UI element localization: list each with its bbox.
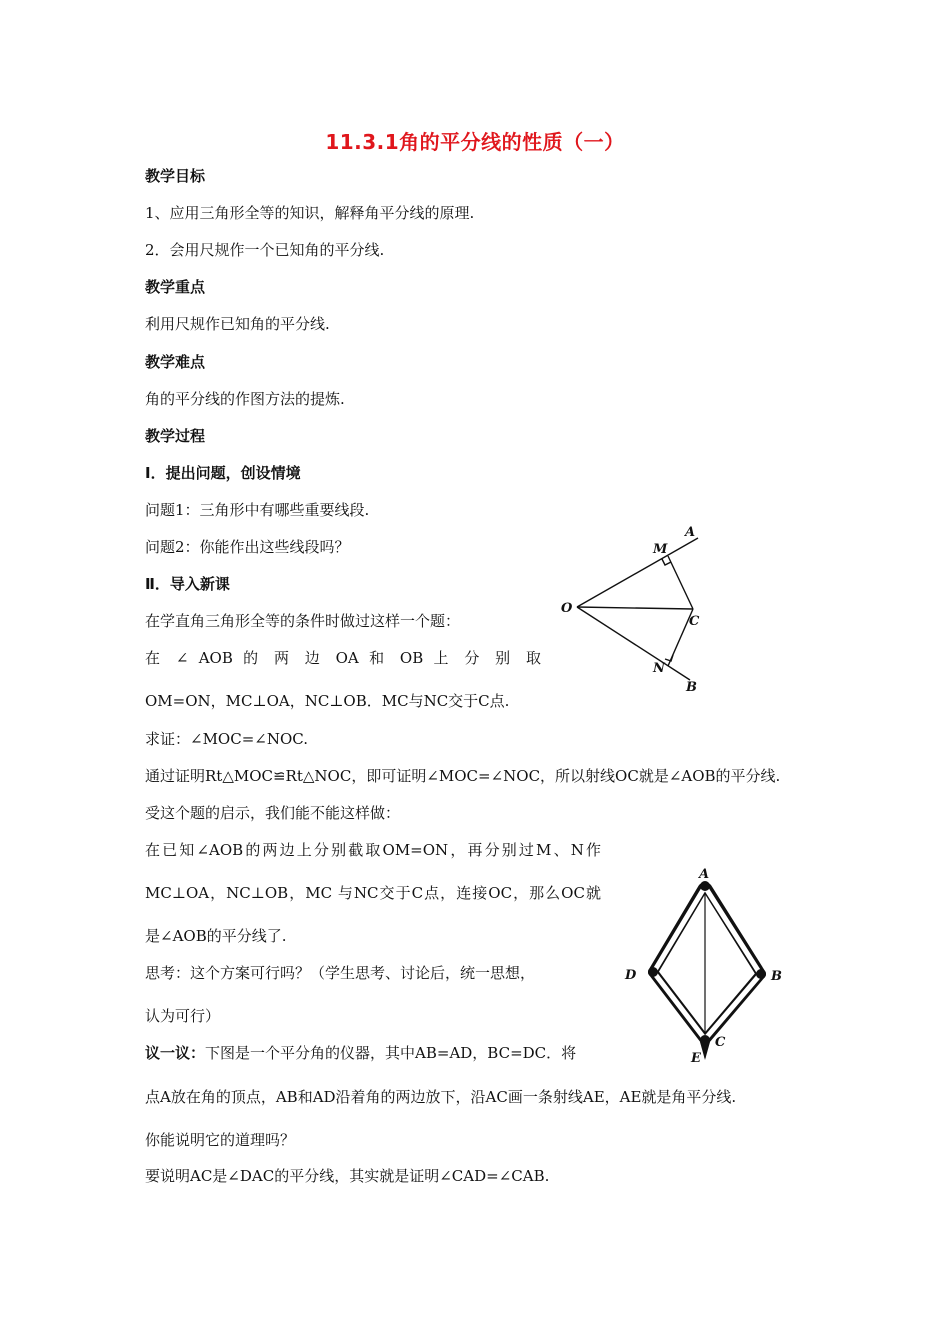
label-a: A <box>685 525 696 540</box>
section-heading-2: Ⅱ．导入新课 <box>145 575 230 593</box>
pointer-e <box>700 1042 710 1060</box>
paragraph: 点A放在角的顶点，AB和AD沿着角的两边放下，沿AC画一条射线AE，AE就是角平分线. <box>145 1088 737 1106</box>
heading-teaching-process: 教学过程 <box>145 427 206 445</box>
paragraph: 受这个题的启示，我们能不能这样做： <box>145 804 401 822</box>
label-d: D <box>625 968 637 983</box>
paragraph: 你能说明它的道理吗？ <box>145 1131 296 1149</box>
heading-key-points: 教学重点 <box>145 278 206 296</box>
section-heading-1: Ⅰ．提出问题，创设情境 <box>145 464 301 482</box>
segment-oc <box>577 607 693 609</box>
label-n: N <box>653 661 665 676</box>
label-c: C <box>689 614 700 629</box>
ray-ob <box>577 607 690 680</box>
label-m: M <box>653 542 668 557</box>
paragraph: 在已知∠AOB的两边上分别截取OM=ON，再分别过M、N作 <box>145 841 601 859</box>
heading-difficulties: 教学难点 <box>145 353 206 371</box>
angle-bisector-figure <box>555 520 715 700</box>
label-o: O <box>561 601 573 616</box>
paragraph: 在 ∠ AOB 的 两 边 OA 和 OB 上 分 别 取 <box>145 649 541 667</box>
paragraph: 是∠AOB的平分线了. <box>145 927 287 945</box>
paragraph: 思考：这个方案可行吗？（学生思考、讨论后，统一思想， <box>145 964 536 982</box>
page-title: 11.3.1角的平分线的性质（一） <box>325 130 625 154</box>
paragraph: 2．会用尺规作一个已知角的平分线. <box>145 241 385 259</box>
joint-b <box>756 969 766 979</box>
discussion-text: 下图是一个平分角的仪器，其中AB=AD，BC=DC．将 <box>205 1044 577 1062</box>
paragraph: MC⊥OA，NC⊥OB，MC 与NC交于C点，连接OC，那么OC就 <box>145 884 601 902</box>
paragraph: 在学直角三角形全等的条件时做过这样一个题： <box>145 612 461 630</box>
discussion-label: 议一议： <box>145 1044 206 1062</box>
paragraph: 要说明AC是∠DAC的平分线，其实就是证明∠CAD=∠CAB. <box>145 1167 550 1185</box>
label-e: E <box>691 1051 701 1066</box>
joint-d <box>648 967 658 977</box>
paragraph: 利用尺规作已知角的平分线. <box>145 315 330 333</box>
paragraph-discussion <box>145 1043 576 1063</box>
label-c: C <box>715 1035 726 1050</box>
paragraph: 1、应用三角形全等的知识，解释角平分线的原理. <box>145 204 475 222</box>
paragraph: 问题1：三角形中有哪些重要线段. <box>145 501 370 519</box>
label-a: A <box>699 867 710 882</box>
bisector-instrument-figure <box>615 862 795 1072</box>
label-b: B <box>686 680 697 695</box>
joint-a <box>700 881 710 891</box>
segment-mc <box>668 556 693 609</box>
paragraph: 角的平分线的作图方法的提炼. <box>145 390 345 408</box>
paragraph: 认为可行） <box>145 1007 221 1025</box>
paragraph: 求证：∠MOC=∠NOC. <box>145 730 308 748</box>
paragraph: OM=ON，MC⊥OA，NC⊥OB．MC与NC交于C点. <box>145 692 510 710</box>
heading-teaching-goals: 教学目标 <box>145 167 206 185</box>
paragraph: 通过证明Rt△MOC≌Rt△NOC，即可证明∠MOC=∠NOC，所以射线OC就是∠AOB的平分线. <box>145 767 781 785</box>
label-b: B <box>771 969 782 984</box>
ray-oa <box>577 538 698 607</box>
paragraph: 问题2：你能作出这些线段吗？ <box>145 538 350 556</box>
